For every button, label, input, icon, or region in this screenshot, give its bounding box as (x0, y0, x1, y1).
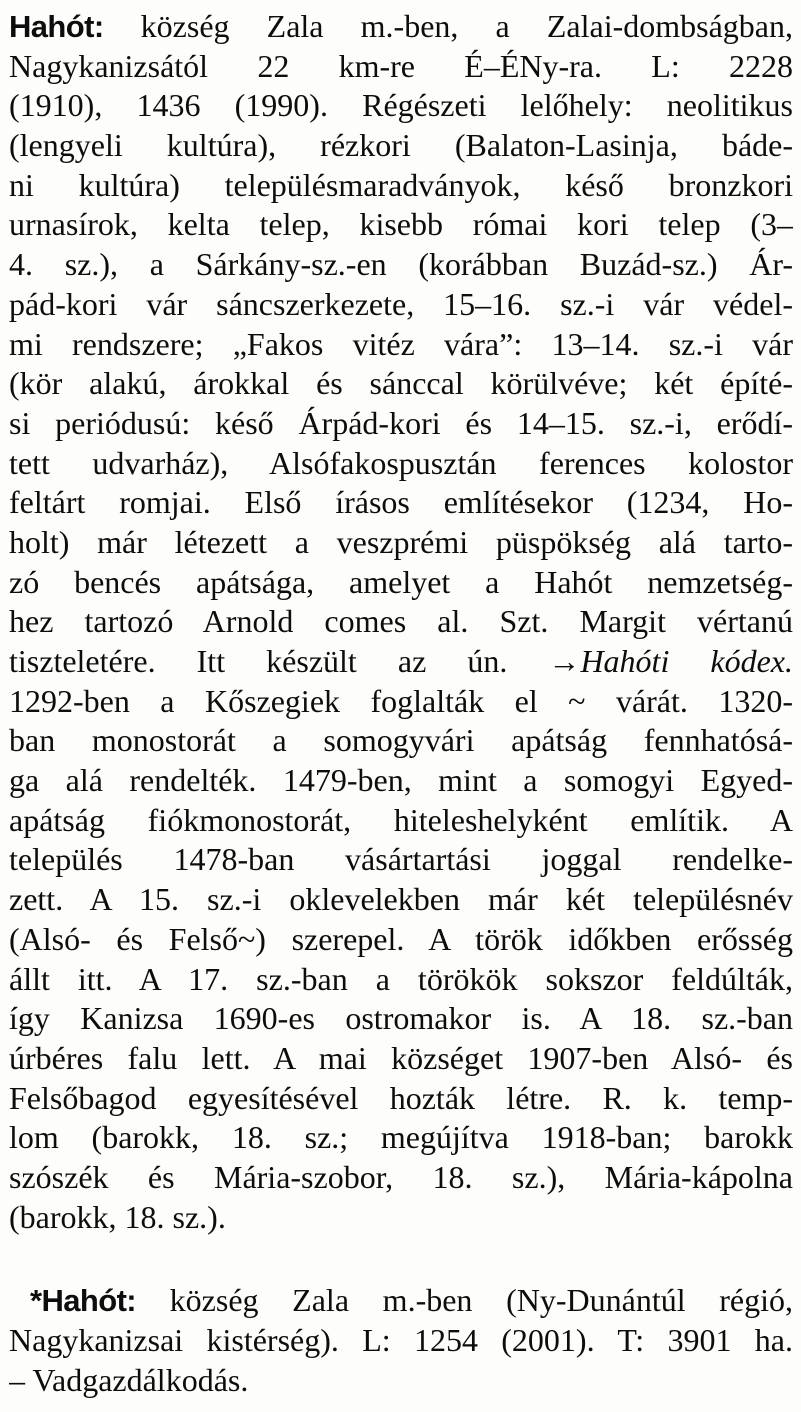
text-line (9, 920, 793, 960)
text-line (9, 1198, 793, 1238)
text-segment: holt) már létezett a veszprémi püspökség alá tarto- (9, 523, 793, 560)
text-segment: hez tartozó Arnold comes al. Szt. Margit vértanú (9, 603, 793, 640)
text-line (9, 325, 793, 365)
text-line (9, 1079, 793, 1119)
text-line (9, 602, 793, 642)
text-line (9, 166, 793, 206)
text-line (9, 1361, 793, 1401)
text-segment: (Alsó- és Felső~) szerepel. A török időkben erősség (9, 920, 793, 957)
text-segment: zett. A 15. sz.-i oklevelekben már két településnév (9, 881, 793, 918)
text-line (9, 1039, 793, 1079)
text-line (9, 1321, 793, 1361)
text-line (9, 1118, 793, 1158)
text-line (9, 7, 793, 47)
text-segment: lom (barokk, 18. sz.; megújítva 1918-ban; barokk (9, 1119, 793, 1156)
text-segment: Nagykanizsai kistérség). L: 1254 (2001). T: 3901 ha. (9, 1322, 793, 1358)
text-segment: község Zala m.-ben (Ny-Dunántúl régió, (136, 1282, 793, 1319)
text-line (9, 721, 793, 761)
text-segment: 1292-ben a Kőszegiek foglalták el ~ várát. 1320- (9, 682, 793, 719)
text-segment: apátság fiókmonostorát, hiteleshelyként említik. A (9, 801, 793, 838)
text-line (9, 880, 793, 920)
text-segment: tiszteletére. Itt készült az ún. → (9, 643, 581, 679)
text-line (9, 126, 793, 166)
text-segment: település 1478-ban vásártartási joggal rendelke- (9, 841, 793, 878)
text-line (9, 483, 793, 523)
text-line (9, 245, 793, 285)
lexicon-entry-hahot (9, 7, 793, 1237)
text-segment: mi rendszere; „Fakos vitéz vára”: 13–14. sz.-i vár (9, 325, 793, 362)
lexicon-entry-hahot-addendum (9, 1281, 793, 1400)
text-line (9, 840, 793, 880)
text-line (9, 523, 793, 563)
text-segment: feltárt romjai. Első írásos említésekor (1234, Ho- (9, 484, 793, 521)
text-line (9, 563, 793, 603)
text-segment: tett udvarház), Alsófakospusztán ferences kolostor (9, 444, 793, 481)
text-segment: Nagykanizsától 22 km-re É–ÉNy-ra. L: 2228 (9, 47, 793, 84)
text-line (9, 205, 793, 245)
text-line (9, 1158, 793, 1198)
headword: *Hahót: (30, 1283, 137, 1319)
text-segment: (barokk, 18. sz.). (9, 1198, 226, 1235)
text-line (9, 960, 793, 1000)
text-segment: így Kanizsa 1690-es ostromakor is. A 18. sz.-ban (9, 1000, 793, 1037)
text-segment: – Vadgazdálkodás. (9, 1361, 249, 1398)
text-line (9, 1281, 793, 1321)
text-line (9, 761, 793, 801)
text-line (9, 642, 793, 682)
text-line (9, 404, 793, 444)
text-segment: ni kultúra) településmaradványok, késő bronzkori (9, 166, 793, 203)
text-segment: szószék és Mária-szobor, 18. sz.), Mária-kápolna (9, 1158, 793, 1195)
text-line (9, 801, 793, 841)
text-segment: (kör alakú, árokkal és sánccal körülvéve; két építé- (9, 365, 793, 402)
text-segment: si periódusú: késő Árpád-kori és 14–15. sz.-i, erődí- (9, 404, 793, 441)
text-segment: (lengyeli kultúra), rézkori (Balaton-Lasinja, báde- (9, 127, 793, 164)
text-line (9, 364, 793, 404)
headword: Hahót: (9, 9, 104, 44)
text-segment: urnasírok, kelta telep, kisebb római kori telep (3– (9, 206, 793, 243)
text-segment: pád-kori vár sáncszerkezete, 15–16. sz.-i vár védel- (9, 285, 793, 322)
text-segment: zó bencés apátsága, amelyet a Hahót nemzetség- (9, 563, 793, 600)
text-segment: ga alá rendelték. 1479-ben, mint a somogyi Egyed- (9, 762, 793, 799)
text-segment: (1910), 1436 (1990). Régészeti lelőhely: neolitikus (9, 87, 793, 124)
text-line (9, 999, 793, 1039)
text-segment: ban monostorát a somogyvári apátság fennhatósá- (9, 722, 793, 759)
text-segment: község Zala m.-ben, a Zalai-dombságban, (103, 8, 793, 44)
text-segment: Felsőbagod egyesítésével hozták létre. R. k. temp- (9, 1079, 793, 1116)
text-line (9, 47, 793, 87)
italic-cross-reference: Hahóti kódex. (580, 643, 793, 679)
text-segment: állt itt. A 17. sz.-ban a törökök sokszor feldúlták, (9, 960, 793, 997)
text-line (9, 285, 793, 325)
text-segment: úrbéres falu lett. A mai községet 1907-ben Alsó- és (9, 1039, 793, 1076)
text-line (9, 86, 793, 126)
text-segment: 4. sz.), a Sárkány-sz.-en (korábban Buzád-sz.) Ár- (9, 246, 793, 283)
text-line (9, 444, 793, 484)
text-line (9, 682, 793, 722)
